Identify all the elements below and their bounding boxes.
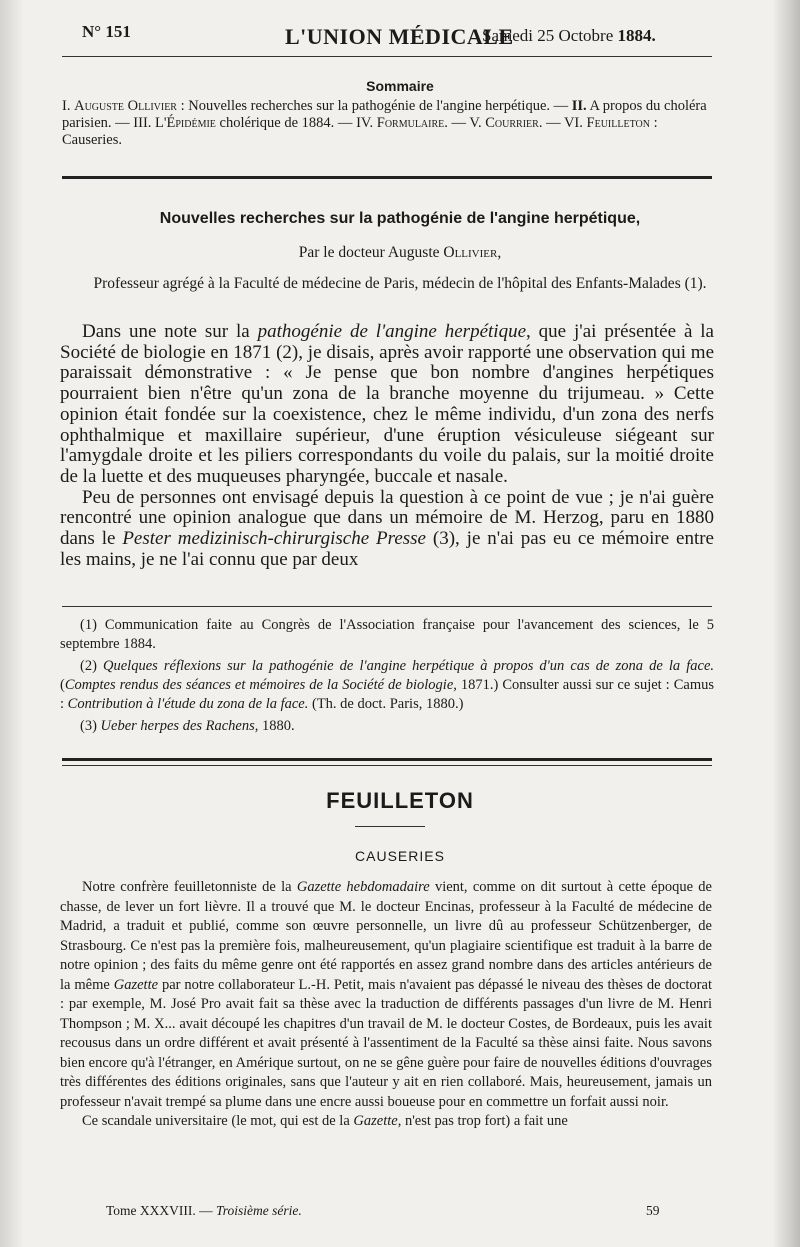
issue-number: N° 151 bbox=[82, 22, 131, 41]
journal-title: L'UNION MÉDICALE bbox=[285, 24, 514, 49]
paragraph: Dans une note sur la pathogénie de l'angine herpétique, que j'ai présentée à la Société de biologie en 1871 (2), je disais, après avoir rapporté une observation qui me paraissait démonstrative : « Je pense que bon nombre d'angines herpétiques pourraient bien n'être qu'un zona de la branche moyenne du trijumeau. » Cette opinion était fondée sur la coexistence, chez le même individu, d'un zona des nerfs ophthalmique et maxillaire supérieur, d'une éruption vésiculeuse siégeant sur l'amygdale droite et les piliers correspondants du voile du palais, sur la moitié droite de la luette et des muqueuses pharyngée, buccale et nasale. bbox=[60, 321, 714, 487]
feuilleton-heading: FEUILLETON bbox=[326, 788, 474, 813]
page-number: 59 bbox=[646, 1203, 660, 1218]
author-name: Ollivier bbox=[443, 244, 498, 261]
footnotes bbox=[60, 616, 714, 739]
causeries-heading: CAUSERIES bbox=[355, 848, 445, 864]
article-title: Nouvelles recherches sur la pathogénie de l'angine herpétique, bbox=[159, 210, 641, 227]
issue-date-text: Samedi 25 Octobre bbox=[482, 26, 614, 45]
feuilleton-rule-bottom bbox=[62, 765, 712, 766]
volume-info: Tome XXXVIII. — Troisième série. bbox=[106, 1203, 302, 1218]
issue-year: 1884. bbox=[617, 26, 656, 45]
page-edge-shadow-right bbox=[772, 0, 800, 1247]
author-affiliation: Professeur agrégé à la Faculté de médecine de Paris, médecin de l'hôpital des Enfants-Malades (1). bbox=[93, 275, 707, 292]
footnote-2: (2) Quelques réflexions sur la pathogénie de l'angine herpétique à propos d'un cas de zona de la face. (Comptes rendus des séances et mémoires de la Société de biologie, 1871.) Consulter aussi sur ce sujet : Camus : Contribution à l'étude du zona de la face. (Th. de doct. Paris, 1880.) bbox=[60, 658, 714, 712]
paragraph: Ce scandale universitaire (le mot, qui est de la Gazette, n'est pas trop fort) a fait une bbox=[82, 1113, 568, 1129]
sommaire-list: I. Auguste Ollivier : Nouvelles recherches sur la pathogénie de l'angine herpétique. — II. A propos du choléra parisien. — III. L'Épidémie cholérique de 1884. — IV. Formulaire. — V. Courrier. — VI. Feuilleton : Causeries. bbox=[62, 98, 707, 148]
paragraph: Peu de personnes ont envisagé depuis la question à ce point de vue ; je n'ai guère rencontré une opinion analogue que dans un mémoire de M. Herzog, paru en 1880 dans le Pester medizinisch-chirurgische Presse (3), je n'ai pas eu ce mémoire entre les mains, je ne l'ai connu que par deux bbox=[60, 486, 714, 570]
article-body bbox=[60, 322, 714, 570]
footnote-1: (1) Communication faite au Congrès de l'Association française pour l'avancement des sciences, le 5 septembre 1884. bbox=[60, 617, 714, 652]
sommaire-heading: Sommaire bbox=[366, 78, 434, 94]
sommaire-rule bbox=[62, 176, 712, 179]
footnote-rule bbox=[62, 606, 712, 607]
sommaire-author: Auguste Ollivier bbox=[74, 98, 177, 114]
article-byline: Par le docteur Auguste Ollivier, bbox=[298, 244, 502, 261]
issue-date bbox=[482, 26, 656, 46]
feuilleton-short-rule bbox=[355, 826, 425, 827]
page-edge-shadow-left bbox=[0, 0, 24, 1247]
feuilleton-rule-top bbox=[62, 758, 712, 761]
paragraph: Notre confrère feuilletonniste de la Gazette hebdomadaire vient, comme on dit surtout à cette époque de chasse, de lever un fort lièvre. Il a trouvé que M. le docteur Encinas, professeur à la Faculté de médecine de Madrid, a traduit et publié, comme son œuvre personnelle, un livre dû au professeur Schützenberger, de Strasbourg. Ce n'est pas la première fois, malheureusement, qu'un plagiaire scientifique est traduit à la barre de notre opinion ; des faits du même genre ont été rapportés en assez grand nombre dans des articles antérieurs de la même Gazette par notre collaborateur L.-H. Petit, mais n'avaient pas dépassé le niveau des thèses de doctorat : par exemple, M. José Pro avait fait sa thèse avec la traduction de différents passages d'un livre de M. Henri Thompson ; M. X... avait découpé les chapitres d'un travail de M. le docteur Costes, de Bordeaux, puis les avait recousus dans un ordre différent et avait présenté à l'assentiment de la Faculté sa thèse ainsi faite. Nous savons bien encore qu'à l'étranger, en Amérique surtout, on ne se gêne guère pour faire de nouvelles éditions d'ouvrages très différentes des éditions originales, sans que l'auteur y ait en rien collaboré. Mais, heureusement, jamais un professeur n'avait trempé sa plume dans une encre aussi boueuse pour en commettre un forfait aussi noir. bbox=[60, 879, 712, 1110]
footnote-3: (3) Ueber herpes des Rachens, 1880. bbox=[80, 718, 295, 734]
header-rule bbox=[62, 56, 712, 57]
feuilleton-body bbox=[60, 878, 712, 1132]
